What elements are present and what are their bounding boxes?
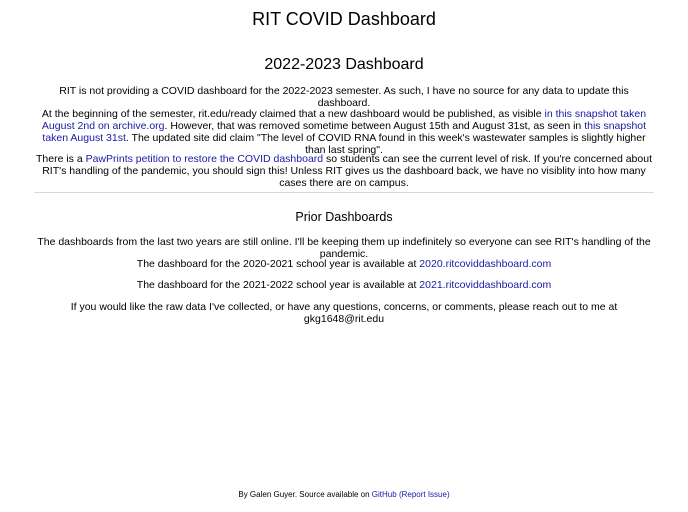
petition-text-a: There is a — [35, 153, 86, 165]
github-link[interactable]: GitHub — [371, 490, 397, 499]
dashboard-2020-text: The dashboard for the 2020-2021 school year is available at — [136, 258, 420, 270]
petition-text-b: so students can see the current level of risk. If you're concerned about RIT's handling of the pandemic, you should sign this! Unless RIT gives us the dashboard back, we have no visiblity into how many cases there are on campus. — [42, 153, 652, 189]
site-title: RIT COVID Dashboard — [252, 9, 436, 29]
dashboard-2020-link[interactable]: 2020.ritcoviddashboard.com — [419, 258, 552, 270]
dashboard-2021-paragraph — [34, 279, 654, 291]
section-divider — [34, 192, 654, 193]
footer-credit-text: By Galen Guyer. Source available on — [238, 490, 372, 499]
history-text-b: . However, that was removed sometime between August 15th and August 31st, as seen in — [164, 120, 585, 132]
prior-dashboards-intro: The dashboards from the last two years are still online. I'll be keeping them up indefinitely so everyone can see RIT's handling of the pandemic. — [37, 236, 651, 260]
dashboard-history-paragraph — [34, 108, 654, 156]
archive-snapshot-aug2-link[interactable]: in this snapshot taken August 2nd on archive.org — [41, 108, 647, 132]
no-dashboard-notice: RIT is not providing a COVID dashboard for the 2022-2023 semester. As such, I have no source for any data to update this dashboard. — [59, 85, 629, 109]
pawprints-petition-link[interactable]: PawPrints petition to restore the COVID dashboard — [85, 153, 324, 165]
archive-snapshot-aug31-link[interactable]: this snapshot taken August 31st — [42, 120, 647, 144]
dashboard-2021-text: The dashboard for the 2021-2022 school year is available at — [136, 279, 420, 291]
dashboard-2020-paragraph — [34, 258, 654, 270]
dashboard-title: 2022-2023 Dashboard — [264, 56, 424, 73]
history-text-c: . The updated site did claim "The level of COVID RNA found in this week's wastewater samples is slightly higher than last spring". — [125, 132, 646, 156]
report-issue-link[interactable]: (Report Issue) — [398, 490, 450, 499]
dashboard-2021-link[interactable]: 2021.ritcoviddashboard.com — [419, 279, 552, 291]
prior-dashboards-title: Prior Dashboards — [295, 210, 393, 224]
footer — [0, 490, 688, 500]
petition-paragraph — [34, 153, 654, 189]
contact-paragraph: If you would like the raw data I've collected, or have any questions, concerns, or comments, please reach out to me at gkg1648@rit.edu — [70, 301, 618, 325]
history-text-a: At the beginning of the semester, rit.edu/ready claimed that a new dashboard would be published, as visible — [41, 108, 545, 120]
